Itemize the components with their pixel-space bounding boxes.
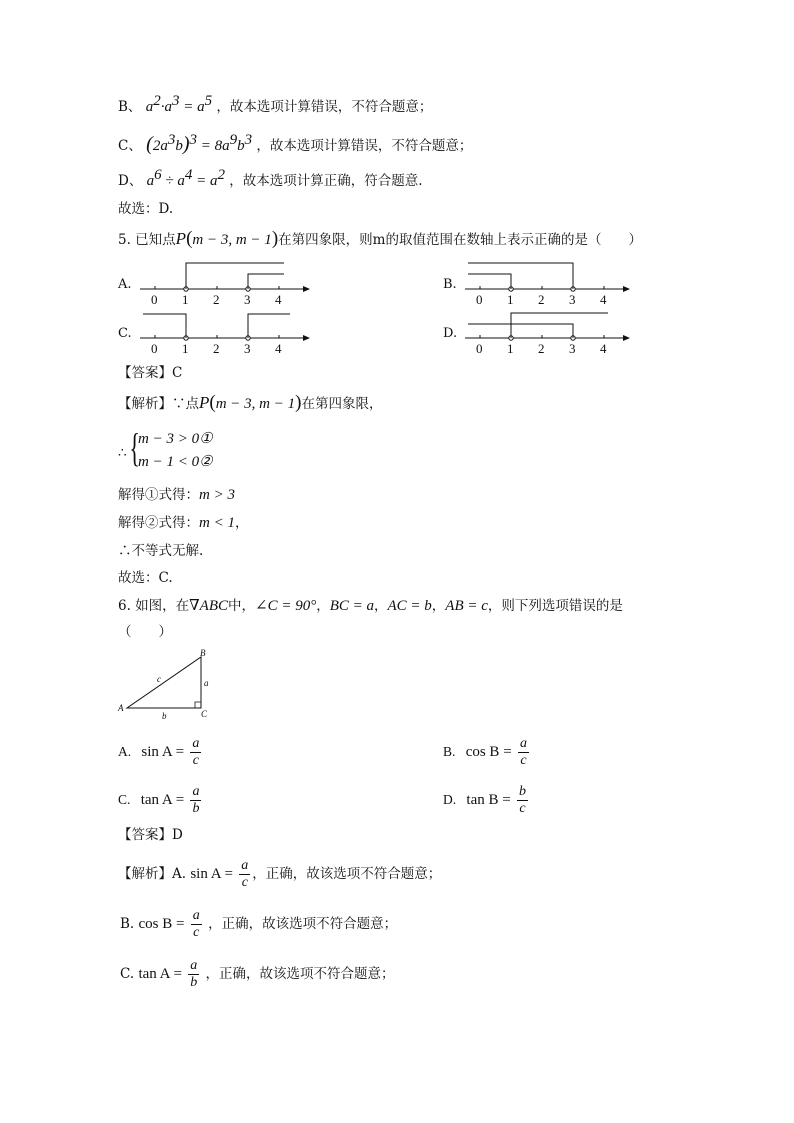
answer-value: C bbox=[172, 365, 183, 381]
option-label-c: C. bbox=[118, 326, 132, 341]
analysis-point: P bbox=[199, 393, 210, 412]
option-d-comment: ，故本选项计算正确，符合题意. bbox=[229, 173, 423, 189]
q6-option-d-label: D. bbox=[443, 792, 457, 807]
tick-4: 4 bbox=[275, 292, 282, 307]
tick-0: 0 bbox=[151, 341, 158, 356]
therefore-symbol: ∴ bbox=[118, 445, 127, 461]
q6-stem: 6. 如图，在∇ABC中，∠C = 90°，BC = a，AC = b，AB = c，则下列选项错误的是 bbox=[118, 598, 623, 614]
analysis-label: 【解析】 bbox=[118, 396, 172, 412]
q6-option-a-fraction bbox=[190, 736, 201, 769]
tick-2: 2 bbox=[538, 292, 545, 307]
tick-2: 2 bbox=[213, 341, 220, 356]
q6-paren: （ ） bbox=[118, 624, 172, 640]
answer-label: 【答案】 bbox=[118, 827, 172, 843]
analysis-c-prefix: C. bbox=[120, 966, 135, 982]
fraction-denominator: b bbox=[192, 801, 200, 816]
tick-0: 0 bbox=[476, 292, 483, 307]
solve-2-line bbox=[118, 514, 248, 532]
q6-analysis-b bbox=[120, 908, 397, 941]
q6-option-d-fraction bbox=[517, 784, 528, 817]
fraction-numerator: a bbox=[192, 908, 200, 923]
solve-2-math: m < 1 bbox=[199, 515, 235, 531]
tick-3: 3 bbox=[569, 292, 576, 307]
angle-c: ∠C = 90° bbox=[255, 598, 317, 614]
choice-d: 故选：D. bbox=[118, 201, 174, 217]
side-b-label: b bbox=[162, 711, 167, 721]
number-line-c-svg bbox=[118, 306, 318, 366]
analysis-a-func: sin A = bbox=[190, 866, 233, 882]
tick-1: 1 bbox=[182, 341, 189, 356]
fraction-numerator: a bbox=[519, 736, 527, 751]
analysis-b-func: cos B = bbox=[138, 916, 185, 932]
q6-mid: 中， bbox=[228, 598, 255, 614]
option-label-d: D. bbox=[443, 326, 458, 341]
tick-1: 1 bbox=[507, 292, 514, 307]
side-ab: AB = c bbox=[445, 598, 488, 614]
option-b-prefix: B、 bbox=[118, 99, 142, 115]
analysis-b-fraction bbox=[191, 908, 202, 941]
solve-2-end: ， bbox=[234, 515, 249, 531]
tick-4: 4 bbox=[275, 341, 282, 356]
q6-option-b bbox=[443, 736, 531, 769]
tick-1: 1 bbox=[182, 292, 189, 307]
q6-option-d-func: tan B = bbox=[466, 792, 511, 808]
q5-coords: m − 3, m − 1 bbox=[192, 232, 272, 248]
fraction-denominator: c bbox=[192, 753, 199, 768]
triangle-name: ABC bbox=[199, 598, 228, 614]
q6-analysis-c bbox=[120, 958, 395, 991]
number-line-d-svg bbox=[443, 306, 643, 366]
option-d-line bbox=[118, 167, 423, 190]
option-c-prefix: C、 bbox=[118, 138, 142, 154]
inequality-2: m − 1 < 0② bbox=[138, 454, 213, 470]
fraction-numerator: a bbox=[190, 958, 198, 973]
fraction-denominator: c bbox=[520, 753, 527, 768]
q6-option-c-label: C. bbox=[118, 792, 131, 807]
q6-option-c-func: tan A = bbox=[140, 792, 185, 808]
expr-b: $a^2\cdot a^3 = a^5$ bbox=[145, 93, 213, 115]
tick-3: 3 bbox=[244, 341, 251, 356]
q6-option-b-func: cos B = bbox=[465, 744, 512, 760]
analysis-a-comment: ，正确，故该选项不符合题意； bbox=[252, 866, 442, 882]
side-ac: AC = b bbox=[387, 598, 432, 614]
expr-c: $(2a^3b)^3 = 8a^9b^3$ bbox=[146, 132, 253, 155]
tick-3: 3 bbox=[244, 292, 251, 307]
q6-option-b-fraction bbox=[518, 736, 529, 769]
q5-choice: 故选：C. bbox=[118, 570, 173, 586]
expr-d: $a^6 \div a^4 = a^2$ bbox=[146, 167, 225, 189]
solve-1-math: m > 3 bbox=[199, 487, 235, 503]
analysis-b-prefix: B. bbox=[120, 916, 135, 932]
analysis-coords: m − 3, m − 1 bbox=[215, 396, 296, 412]
fraction-numerator: a bbox=[241, 858, 249, 873]
q5-answer bbox=[118, 364, 182, 382]
vertex-c-label: C bbox=[201, 709, 208, 719]
analysis-a-prefix: A. bbox=[172, 866, 187, 882]
option-label-b: B. bbox=[443, 277, 457, 292]
option-c-line bbox=[118, 132, 473, 155]
tick-4: 4 bbox=[600, 292, 607, 307]
analysis-start: ∵点 bbox=[172, 396, 199, 412]
vertex-b-label: B bbox=[200, 648, 206, 658]
fraction-denominator: c bbox=[193, 925, 200, 940]
analysis-c-comment: ，正确，故该选项不符合题意； bbox=[205, 966, 395, 982]
analysis-c-fraction bbox=[188, 958, 199, 991]
fraction-numerator: a bbox=[192, 736, 200, 751]
answer-label: 【答案】 bbox=[118, 365, 172, 381]
q6-option-a bbox=[118, 736, 203, 769]
brace: { bbox=[129, 425, 140, 470]
q5-prefix: 5. 已知点 bbox=[118, 232, 176, 248]
analysis-end: 在第四象限， bbox=[301, 396, 383, 412]
analysis-a-fraction bbox=[239, 858, 250, 891]
q6-option-c bbox=[118, 784, 203, 817]
q5-stem: 5. 已知点P(m − 3, m − 1)在第四象限，则m的取值范围在数轴上表示正确的是（ ） bbox=[118, 228, 642, 249]
tick-2: 2 bbox=[538, 341, 545, 356]
tick-1: 1 bbox=[507, 341, 514, 356]
option-c-comment: ，故本选项计算错误，不符合题意； bbox=[256, 138, 473, 154]
q6-option-a-label: A. bbox=[118, 744, 132, 759]
tick-3: 3 bbox=[569, 341, 576, 356]
side-bc: BC = a bbox=[329, 598, 374, 614]
q6-answer bbox=[118, 826, 183, 844]
q6-end: ，则下列选项错误的是 bbox=[487, 598, 623, 614]
tick-0: 0 bbox=[476, 341, 483, 356]
solve-2-text: 解得②式得： bbox=[118, 515, 199, 531]
side-c-label: c bbox=[157, 674, 161, 684]
tick-0: 0 bbox=[151, 292, 158, 307]
fraction-denominator: b bbox=[190, 975, 198, 990]
q5-suffix: 在第四象限，则m的取值范围在数轴上表示正确的是（ ） bbox=[278, 232, 642, 248]
q6-option-b-label: B. bbox=[443, 744, 456, 759]
option-label-a: A. bbox=[118, 277, 132, 292]
q6-analysis-a bbox=[118, 858, 441, 891]
side-a-label: a bbox=[204, 678, 209, 688]
fraction-numerator: a bbox=[192, 784, 200, 799]
fraction-denominator: c bbox=[519, 801, 526, 816]
solve-1-text: 解得①式得： bbox=[118, 487, 199, 503]
analysis-b-comment: ，正确，故该选项不符合题意； bbox=[208, 916, 398, 932]
answer-value: D bbox=[172, 827, 183, 843]
no-solution: ∴不等式无解. bbox=[118, 543, 204, 559]
option-b-comment: ，故本选项计算错误，不符合题意； bbox=[216, 99, 433, 115]
tick-2: 2 bbox=[213, 292, 220, 307]
analysis-label: 【解析】 bbox=[118, 866, 172, 882]
q5-analysis-line: 【解析】∵点P(m − 3, m − 1)在第四象限， bbox=[118, 392, 383, 413]
solve-1-line bbox=[118, 486, 235, 504]
tick-4: 4 bbox=[600, 341, 607, 356]
q6-prefix: 6. 如图，在 bbox=[118, 598, 190, 614]
q6-option-a-func: sin A = bbox=[141, 744, 185, 760]
option-d-prefix: D、 bbox=[118, 173, 143, 189]
analysis-c-func: tan A = bbox=[138, 966, 182, 982]
q6-option-c-fraction bbox=[190, 784, 201, 817]
q5-point: P bbox=[175, 229, 187, 248]
vertex-a-label: A bbox=[118, 703, 124, 713]
option-b-line bbox=[118, 93, 433, 116]
fraction-numerator: b bbox=[519, 784, 527, 799]
inequality-1: m − 3 > 0① bbox=[138, 431, 213, 447]
fraction-denominator: c bbox=[241, 875, 248, 890]
q6-option-d bbox=[443, 784, 530, 817]
triangle-figure bbox=[115, 648, 225, 723]
